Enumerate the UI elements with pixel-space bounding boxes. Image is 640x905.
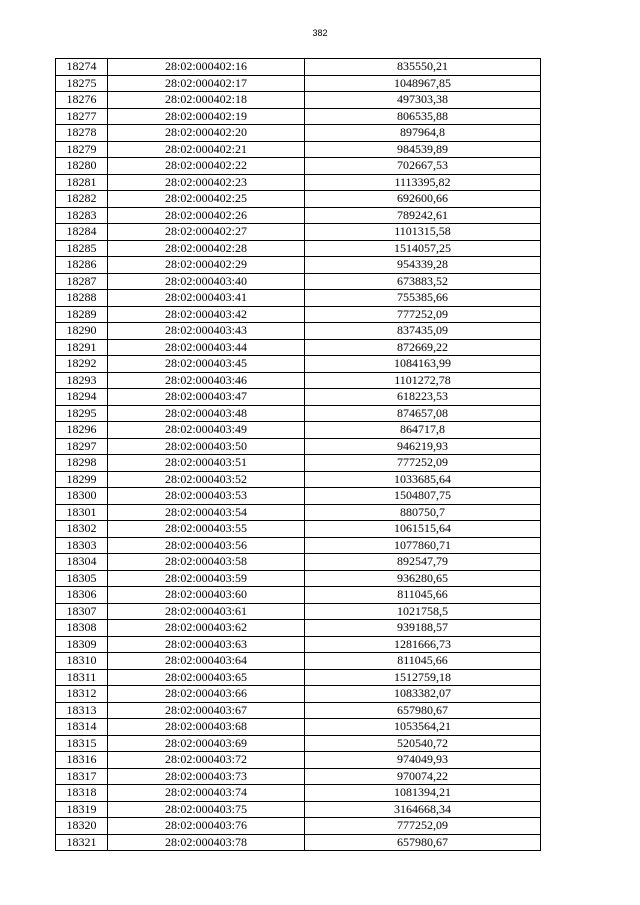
table-row [56, 488, 541, 505]
row-number-cell: 18308 [56, 620, 108, 637]
row-number-cell: 18292 [56, 356, 108, 373]
row-number-cell: 18279 [56, 141, 108, 158]
table-row [56, 224, 541, 241]
cadastral-value-cell: 1504807,75 [305, 488, 541, 505]
row-number-cell: 18300 [56, 488, 108, 505]
row-number-cell: 18303 [56, 537, 108, 554]
row-number-cell: 18321 [56, 834, 108, 851]
cadastral-value-cell: 939188,57 [305, 620, 541, 637]
cadastral-number-cell: 28:02:000403:75 [108, 801, 305, 818]
cadastral-number-cell: 28:02:000403:50 [108, 438, 305, 455]
cadastral-value-cell: 789242,61 [305, 207, 541, 224]
table-row [56, 257, 541, 274]
row-number-cell: 18298 [56, 455, 108, 472]
row-number-cell: 18293 [56, 372, 108, 389]
cadastral-number-cell: 28:02:000403:69 [108, 735, 305, 752]
cadastral-value-cell: 984539,89 [305, 141, 541, 158]
page-number: 382 [312, 28, 328, 38]
cadastral-number-cell: 28:02:000403:58 [108, 554, 305, 571]
table-row [56, 422, 541, 439]
cadastral-value-cell: 777252,09 [305, 818, 541, 835]
row-number-cell: 18309 [56, 636, 108, 653]
cadastral-number-cell: 28:02:000403:60 [108, 587, 305, 604]
cadastral-value-cell: 811045,66 [305, 653, 541, 670]
cadastral-value-cell: 657980,67 [305, 702, 541, 719]
row-number-cell: 18318 [56, 785, 108, 802]
row-number-cell: 18289 [56, 306, 108, 323]
cadastral-number-cell: 28:02:000402:28 [108, 240, 305, 257]
table-row [56, 125, 541, 142]
cadastral-value-cell: 880750,7 [305, 504, 541, 521]
table-row [56, 669, 541, 686]
table-row [56, 191, 541, 208]
cadastral-number-cell: 28:02:000403:59 [108, 570, 305, 587]
row-number-cell: 18281 [56, 174, 108, 191]
table-row [56, 306, 541, 323]
row-number-cell: 18306 [56, 587, 108, 604]
table-row [56, 141, 541, 158]
row-number-cell: 18319 [56, 801, 108, 818]
cadastral-value-cell: 1083382,07 [305, 686, 541, 703]
cadastral-number-cell: 28:02:000403:52 [108, 471, 305, 488]
row-number-cell: 18305 [56, 570, 108, 587]
cadastral-value-cell: 692600,66 [305, 191, 541, 208]
table-row [56, 75, 541, 92]
cadastral-value-cell: 520540,72 [305, 735, 541, 752]
row-number-cell: 18301 [56, 504, 108, 521]
cadastral-number-cell: 28:02:000403:73 [108, 768, 305, 785]
cadastral-value-cell: 892547,79 [305, 554, 541, 571]
cadastral-number-cell: 28:02:000402:20 [108, 125, 305, 142]
cadastral-number-cell: 28:02:000403:72 [108, 752, 305, 769]
cadastral-value-cell: 974049,93 [305, 752, 541, 769]
row-number-cell: 18280 [56, 158, 108, 175]
row-number-cell: 18315 [56, 735, 108, 752]
cadastral-value-cell: 1514057,25 [305, 240, 541, 257]
cadastral-number-cell: 28:02:000403:61 [108, 603, 305, 620]
row-number-cell: 18288 [56, 290, 108, 307]
cadastral-value-cell: 777252,09 [305, 306, 541, 323]
cadastral-number-cell: 28:02:000403:65 [108, 669, 305, 686]
cadastral-value-cell: 1081394,21 [305, 785, 541, 802]
row-number-cell: 18294 [56, 389, 108, 406]
table-row [56, 108, 541, 125]
table-row [56, 207, 541, 224]
table-row [56, 818, 541, 835]
row-number-cell: 18276 [56, 92, 108, 109]
cadastral-number-cell: 28:02:000403:46 [108, 372, 305, 389]
cadastral-number-cell: 28:02:000403:48 [108, 405, 305, 422]
row-number-cell: 18307 [56, 603, 108, 620]
row-number-cell: 18316 [56, 752, 108, 769]
table-row [56, 834, 541, 851]
cadastral-value-cell: 806535,88 [305, 108, 541, 125]
table-row [56, 339, 541, 356]
row-number-cell: 18278 [56, 125, 108, 142]
table-row [56, 405, 541, 422]
cadastral-number-cell: 28:02:000403:64 [108, 653, 305, 670]
cadastral-value-cell: 673883,52 [305, 273, 541, 290]
table-row [56, 537, 541, 554]
table-row [56, 686, 541, 703]
cadastral-number-cell: 28:02:000403:55 [108, 521, 305, 538]
cadastral-number-cell: 28:02:000403:51 [108, 455, 305, 472]
table-row [56, 240, 541, 257]
table-row [56, 587, 541, 604]
cadastral-value-cell: 835550,21 [305, 59, 541, 76]
row-number-cell: 18290 [56, 323, 108, 340]
cadastral-number-cell: 28:02:000403:63 [108, 636, 305, 653]
table-row [56, 785, 541, 802]
cadastral-number-cell: 28:02:000403:41 [108, 290, 305, 307]
cadastral-value-cell: 811045,66 [305, 587, 541, 604]
cadastral-number-cell: 28:02:000403:54 [108, 504, 305, 521]
cadastral-value-cell: 1101315,58 [305, 224, 541, 241]
cadastral-value-cell: 3164668,34 [305, 801, 541, 818]
cadastral-number-cell: 28:02:000403:56 [108, 537, 305, 554]
registry-table-body [56, 59, 541, 851]
table-row [56, 455, 541, 472]
table-row [56, 603, 541, 620]
cadastral-value-cell: 1101272,78 [305, 372, 541, 389]
cadastral-value-cell: 970074,22 [305, 768, 541, 785]
row-number-cell: 18283 [56, 207, 108, 224]
row-number-cell: 18314 [56, 719, 108, 736]
cadastral-value-cell: 874657,08 [305, 405, 541, 422]
cadastral-number-cell: 28:02:000402:21 [108, 141, 305, 158]
table-row [56, 174, 541, 191]
row-number-cell: 18320 [56, 818, 108, 835]
cadastral-number-cell: 28:02:000403:40 [108, 273, 305, 290]
table-row [56, 471, 541, 488]
row-number-cell: 18277 [56, 108, 108, 125]
cadastral-value-cell: 954339,28 [305, 257, 541, 274]
cadastral-number-cell: 28:02:000403:43 [108, 323, 305, 340]
registry-table [55, 58, 541, 851]
cadastral-number-cell: 28:02:000403:42 [108, 306, 305, 323]
row-number-cell: 18284 [56, 224, 108, 241]
table-row [56, 92, 541, 109]
table-row [56, 554, 541, 571]
cadastral-value-cell: 777252,09 [305, 455, 541, 472]
cadastral-number-cell: 28:02:000402:16 [108, 59, 305, 76]
table-row [56, 504, 541, 521]
table-row [56, 653, 541, 670]
cadastral-value-cell: 1281666,73 [305, 636, 541, 653]
row-number-cell: 18311 [56, 669, 108, 686]
cadastral-value-cell: 1113395,82 [305, 174, 541, 191]
cadastral-number-cell: 28:02:000403:68 [108, 719, 305, 736]
cadastral-number-cell: 28:02:000403:76 [108, 818, 305, 835]
table-row [56, 59, 541, 76]
cadastral-value-cell: 872669,22 [305, 339, 541, 356]
cadastral-value-cell: 837435,09 [305, 323, 541, 340]
cadastral-number-cell: 28:02:000403:53 [108, 488, 305, 505]
table-row [56, 273, 541, 290]
cadastral-number-cell: 28:02:000403:44 [108, 339, 305, 356]
table-row [56, 521, 541, 538]
row-number-cell: 18299 [56, 471, 108, 488]
cadastral-number-cell: 28:02:000403:78 [108, 834, 305, 851]
table-row [56, 702, 541, 719]
cadastral-value-cell: 1053564,21 [305, 719, 541, 736]
table-row [56, 290, 541, 307]
cadastral-number-cell: 28:02:000402:22 [108, 158, 305, 175]
row-number-cell: 18287 [56, 273, 108, 290]
cadastral-value-cell: 1512759,18 [305, 669, 541, 686]
cadastral-number-cell: 28:02:000402:19 [108, 108, 305, 125]
cadastral-value-cell: 657980,67 [305, 834, 541, 851]
cadastral-value-cell: 897964,8 [305, 125, 541, 142]
row-number-cell: 18286 [56, 257, 108, 274]
cadastral-value-cell: 497303,38 [305, 92, 541, 109]
cadastral-number-cell: 28:02:000402:25 [108, 191, 305, 208]
table-row [56, 438, 541, 455]
cadastral-number-cell: 28:02:000402:26 [108, 207, 305, 224]
row-number-cell: 18275 [56, 75, 108, 92]
row-number-cell: 18285 [56, 240, 108, 257]
table-row [56, 158, 541, 175]
table-row [56, 620, 541, 637]
row-number-cell: 18296 [56, 422, 108, 439]
row-number-cell: 18302 [56, 521, 108, 538]
cadastral-number-cell: 28:02:000403:47 [108, 389, 305, 406]
table-row [56, 768, 541, 785]
cadastral-number-cell: 28:02:000403:62 [108, 620, 305, 637]
cadastral-value-cell: 1077860,71 [305, 537, 541, 554]
table-row [56, 323, 541, 340]
cadastral-value-cell: 1033685,64 [305, 471, 541, 488]
cadastral-value-cell: 1061515,64 [305, 521, 541, 538]
row-number-cell: 18310 [56, 653, 108, 670]
table-row [56, 356, 541, 373]
table-row [56, 570, 541, 587]
table-row [56, 719, 541, 736]
cadastral-number-cell: 28:02:000403:49 [108, 422, 305, 439]
table-row [56, 752, 541, 769]
cadastral-number-cell: 28:02:000403:74 [108, 785, 305, 802]
cadastral-number-cell: 28:02:000403:67 [108, 702, 305, 719]
row-number-cell: 18317 [56, 768, 108, 785]
table-row [56, 801, 541, 818]
cadastral-value-cell: 946219,93 [305, 438, 541, 455]
row-number-cell: 18282 [56, 191, 108, 208]
row-number-cell: 18297 [56, 438, 108, 455]
cadastral-value-cell: 618223,53 [305, 389, 541, 406]
table-row [56, 372, 541, 389]
row-number-cell: 18295 [56, 405, 108, 422]
cadastral-value-cell: 755385,66 [305, 290, 541, 307]
row-number-cell: 18304 [56, 554, 108, 571]
cadastral-number-cell: 28:02:000402:17 [108, 75, 305, 92]
cadastral-number-cell: 28:02:000402:18 [108, 92, 305, 109]
table-row [56, 389, 541, 406]
table-row [56, 735, 541, 752]
row-number-cell: 18274 [56, 59, 108, 76]
row-number-cell: 18291 [56, 339, 108, 356]
cadastral-value-cell: 1048967,85 [305, 75, 541, 92]
row-number-cell: 18312 [56, 686, 108, 703]
row-number-cell: 18313 [56, 702, 108, 719]
cadastral-number-cell: 28:02:000403:66 [108, 686, 305, 703]
cadastral-value-cell: 702667,53 [305, 158, 541, 175]
cadastral-value-cell: 1021758,5 [305, 603, 541, 620]
cadastral-number-cell: 28:02:000403:45 [108, 356, 305, 373]
cadastral-value-cell: 864717,8 [305, 422, 541, 439]
table-row [56, 636, 541, 653]
cadastral-number-cell: 28:02:000402:29 [108, 257, 305, 274]
cadastral-value-cell: 936280,65 [305, 570, 541, 587]
cadastral-number-cell: 28:02:000402:23 [108, 174, 305, 191]
cadastral-number-cell: 28:02:000402:27 [108, 224, 305, 241]
cadastral-value-cell: 1084163,99 [305, 356, 541, 373]
